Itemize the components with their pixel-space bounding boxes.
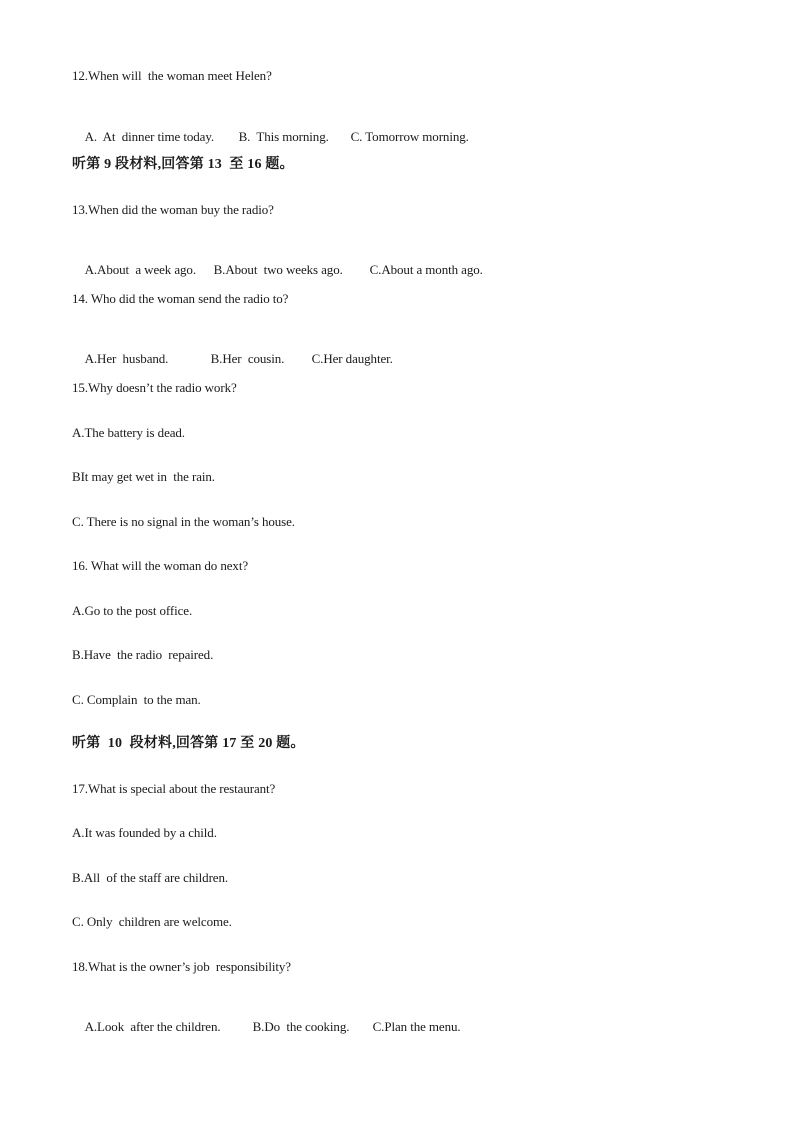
section-heading-10: 听第 10 段材料,回答第 17 至 20 题。 [72,736,305,751]
question-16: 16. What will the woman do next? [72,558,248,573]
options-13 [72,246,483,294]
option-c: C.Plan the menu. [372,1019,461,1034]
option-16b: B.Have the radio repaired. [72,647,214,662]
option-15c: C. There is no signal in the woman’s house. [72,514,295,529]
option-a: A.Look after the children. [84,1019,221,1034]
option-15a: A.The battery is dead. [72,425,185,440]
options-18 [72,1003,461,1051]
option-16a: A.Go to the post office. [72,603,193,618]
question-18: 18.What is the owner’s job responsibility? [72,959,291,974]
option-17a: A.It was founded by a child. [72,825,217,840]
option-a: A. At dinner time today. [84,129,215,144]
options-14 [72,335,393,383]
option-15b: BIt may get wet in the rain. [72,469,215,484]
option-a: A.About a week ago. [84,262,196,277]
option-b: B.About two weeks ago. [213,262,343,277]
option-b: B.Her cousin. [210,351,285,366]
question-13: 13.When did the woman buy the radio? [72,202,274,217]
option-16c: C. Complain to the man. [72,692,201,707]
question-15: 15.Why doesn’t the radio work? [72,380,237,395]
question-17: 17.What is special about the restaurant? [72,781,276,796]
option-c: C. Tomorrow morning. [350,129,469,144]
option-a: A.Her husband. [84,351,169,366]
question-14: 14. Who did the woman send the radio to? [72,291,289,306]
section-heading-9: 听第 9 段材料,回答第 13 至 16 题。 [72,157,294,172]
option-c: C.Her daughter. [311,351,393,366]
option-b: B. This morning. [238,129,329,144]
option-17c: C. Only children are welcome. [72,914,232,929]
option-c: C.About a month ago. [369,262,483,277]
option-17b: B.All of the staff are children. [72,870,229,885]
question-12: 12.When will the woman meet Helen? [72,68,272,83]
options-12 [72,113,469,161]
option-b: B.Do the cooking. [252,1019,350,1034]
